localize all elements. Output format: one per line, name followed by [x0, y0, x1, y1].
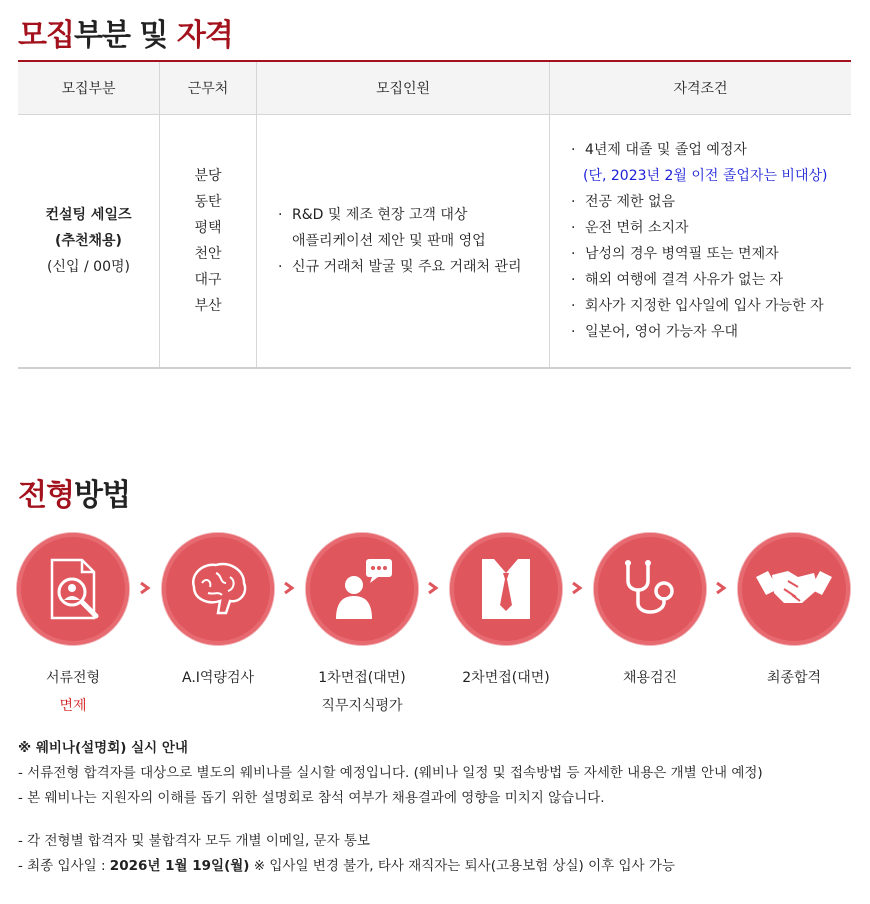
qualification-note: (단, 2023년 2월 이전 졸업자는 비대상)	[583, 168, 828, 184]
chevron-right-icon	[714, 581, 728, 595]
step-sub: 직무지식평가	[321, 698, 403, 714]
recruitment-table	[18, 60, 851, 369]
qualification-item: · 전공 제한 없음	[571, 189, 850, 215]
shirt-tie-icon	[474, 553, 538, 625]
location-item: 천안	[194, 246, 222, 262]
step-circle	[594, 533, 706, 645]
start-date: 2026년 1월 19일(월)	[109, 858, 250, 874]
handshake-icon	[754, 559, 834, 619]
step-label: 채용검진	[622, 670, 678, 686]
header-location: 근무처	[160, 61, 257, 115]
qualification-item: · 해외 여행에 결격 사유가 없는 자	[571, 267, 850, 293]
location-cell	[160, 115, 257, 369]
location-item: 평택	[194, 220, 222, 236]
step-label: 최종합격	[766, 670, 822, 686]
webinar-note: - 서류전형 합격자를 대상으로 별도의 웨비나를 실시할 예정입니다. (웨비나 일정 및 접속방법 등 자세한 내용은 개별 안내 예정)	[18, 765, 763, 781]
chevron-right-icon	[570, 581, 584, 595]
position-type: (추천채용)	[55, 233, 122, 249]
step-circle	[306, 533, 418, 645]
process-step	[735, 533, 853, 695]
start-date-note: - 최종 입사일 : 2026년 1월 19일(월) ※ 입사일 변경 불가, 타사 재직자는 퇴사(고용보험 상실) 이후 입사 가능	[18, 858, 675, 874]
process-step	[591, 533, 709, 695]
location-item: 분당	[194, 168, 222, 184]
chevron-right-icon	[138, 581, 152, 595]
process-steps	[14, 533, 854, 733]
qualification-item: · 남성의 경우 병역필 또는 면제자	[571, 241, 850, 267]
duty-item: 애플리케이션 제안 및 판매 영업	[292, 233, 486, 249]
position-name: 컨설팅 세일즈	[45, 207, 132, 223]
step-label: 1차면접(대면)	[318, 670, 406, 686]
step-label: 서류전형	[45, 670, 101, 686]
process-section-title: 전형방법	[18, 478, 130, 513]
webinar-note: - 본 웨비나는 지원자의 이해를 돕기 위한 설명회로 참석 여부가 채용결과에 영향을 미치지 않습니다.	[18, 790, 605, 806]
step-circle	[738, 533, 850, 645]
webinar-heading: ※ 웨비나(설명회) 실시 안내	[18, 740, 188, 756]
notification-note: - 각 전형별 합격자 및 불합격자 모두 개별 이메일, 문자 통보	[18, 833, 371, 849]
process-step	[14, 533, 132, 715]
document-search-icon	[38, 554, 108, 624]
table-header-row	[18, 61, 851, 115]
step-circle	[162, 533, 274, 645]
duties-cell	[257, 115, 550, 369]
process-step	[447, 533, 565, 695]
table-row	[18, 115, 851, 369]
brain-icon	[182, 553, 254, 625]
step-label: A.I역량검사	[181, 670, 254, 686]
location-item: 동탄	[194, 194, 222, 210]
qualification-item: · 운전 면허 소지자	[571, 215, 850, 241]
location-item: 부산	[194, 298, 222, 314]
notes-section	[18, 736, 858, 879]
recruitment-section-title: 모집부분 및 자격	[18, 18, 233, 53]
qualifications-cell	[550, 115, 852, 369]
step-label: 2차면접(대면)	[462, 670, 550, 686]
chevron-right-icon	[282, 581, 296, 595]
step-sub: 면제	[59, 698, 87, 714]
process-step	[159, 533, 277, 695]
qualification-item: · 일본어, 영어 가능자 우대	[571, 319, 850, 345]
step-circle	[17, 533, 129, 645]
chevron-right-icon	[426, 581, 440, 595]
qualification-item: · 4년제 대졸 및 졸업 예정자	[571, 137, 850, 163]
duty-item: · R&D 및 제조 현장 고객 대상	[278, 202, 548, 228]
location-item: 대구	[194, 272, 222, 288]
duties-list	[258, 202, 548, 280]
header-position: 모집부분	[18, 61, 160, 115]
step-circle	[450, 533, 562, 645]
duty-item: · 신규 거래처 발굴 및 주요 거래처 관리	[278, 254, 548, 280]
qualification-item: · 회사가 지정한 입사일에 입사 가능한 자	[571, 293, 850, 319]
position-count: (신입 / 00명)	[47, 259, 130, 275]
process-step	[303, 533, 421, 715]
header-duties: 모집인원	[257, 61, 550, 115]
stethoscope-icon	[614, 553, 686, 625]
header-qualifications: 자격조건	[550, 61, 852, 115]
interview-person-icon	[326, 553, 398, 625]
position-cell	[18, 115, 160, 369]
qualifications-list	[551, 137, 850, 345]
